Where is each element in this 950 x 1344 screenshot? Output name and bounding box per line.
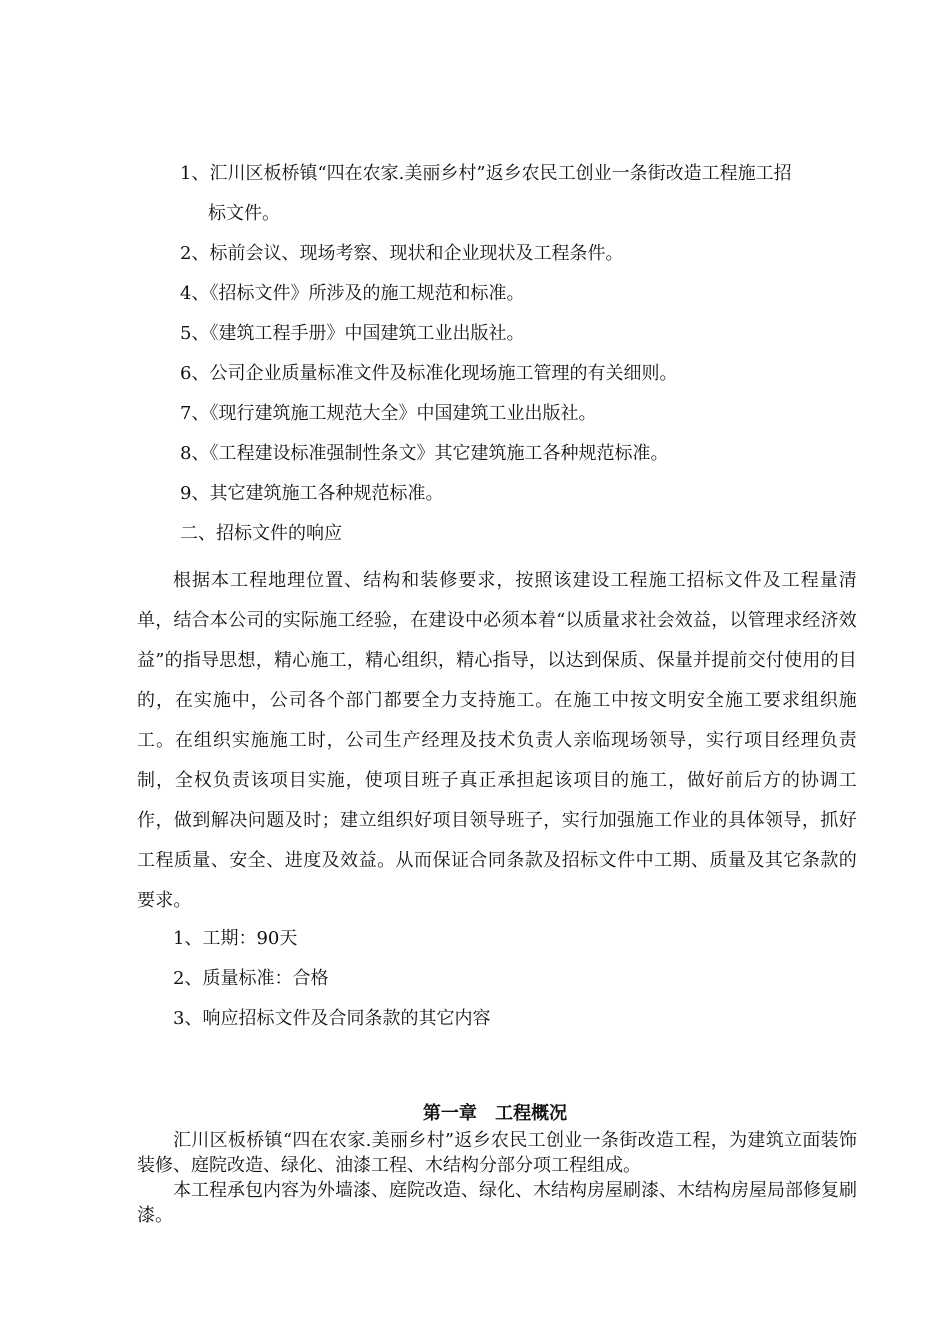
basis-item-1-continuation: 标文件。 (208, 203, 280, 224)
basis-item-8: 8、《工程建设标准强制性条文》其它建筑施工各种规范标准。 (180, 443, 669, 464)
chapter-title (0, 1102, 950, 1126)
basis-item-9: 9、其它建筑施工各种规范标准。 (180, 483, 444, 504)
basis-item-6: 6、公司企业质量标准文件及标准化现场施工管理的有关细则。 (180, 363, 678, 384)
chapter-number: 第一章 (422, 1103, 477, 1124)
basis-item-2: 2、标前会议、现场考察、现状和企业现状及工程条件。 (180, 243, 624, 264)
response-paragraph: 根据本工程地理位置、结构和装修要求，按照该建设工程施工招标文件及工程量清单，结合本公司的实际施工经验，在建设中必须本着“以质量求社会效益，以管理求经济效益”的指导思想，精心施工，精心组织，精心指导，以达到保质、保量并提前交付使用的目的，在实施中，公司各个部门都要全力支持施工。在施工中按文明安全施工要求组织施工。在组织实施施工时，公司生产经理及技术负责人亲临现场领导，实行项目经理负责制，全权负责该项目实施，使项目班子真正承担起该项目的施工，做好前后方的协调工作，做到解决问题及时；建立组织好项目领导班子，实行加强施工作业的具体领导，抓好工程质量、安全、进度及效益。从而保证合同条款及招标文件中工期、质量及其它条款的要求。 (137, 570, 857, 911)
response-item-other: 3、响应招标文件及合同条款的其它内容 (173, 1008, 491, 1029)
basis-item-1: 1、汇川区板桥镇“四在农家.美丽乡村”返乡农民工创业一条街改造工程施工招 (180, 163, 792, 184)
basis-item-5: 5、《建筑工程手册》中国建筑工业出版社。 (180, 323, 525, 344)
chapter-name: 工程概况 (495, 1103, 568, 1124)
basis-item-4: 4、《招标文件》所涉及的施工规范和标准。 (180, 283, 525, 304)
response-item-quality: 2、质量标准：合格 (173, 968, 329, 989)
overview-paragraph-1: 汇川区板桥镇“四在农家.美丽乡村”返乡农民工创业一条街改造工程，为建筑立面装饰装修、庭院改造、绿化、油漆工程、木结构分部分项工程组成。 (137, 1130, 857, 1176)
overview-paragraph-2: 本工程承包内容为外墙漆、庭院改造、绿化、木结构房屋刷漆、木结构房屋局部修复刷漆。 (137, 1180, 857, 1226)
section-heading: 二、招标文件的响应 (180, 523, 342, 544)
basis-item-7: 7、《现行建筑施工规范大全》中国建筑工业出版社。 (180, 403, 597, 424)
response-item-duration: 1、工期：90天 (173, 928, 298, 949)
